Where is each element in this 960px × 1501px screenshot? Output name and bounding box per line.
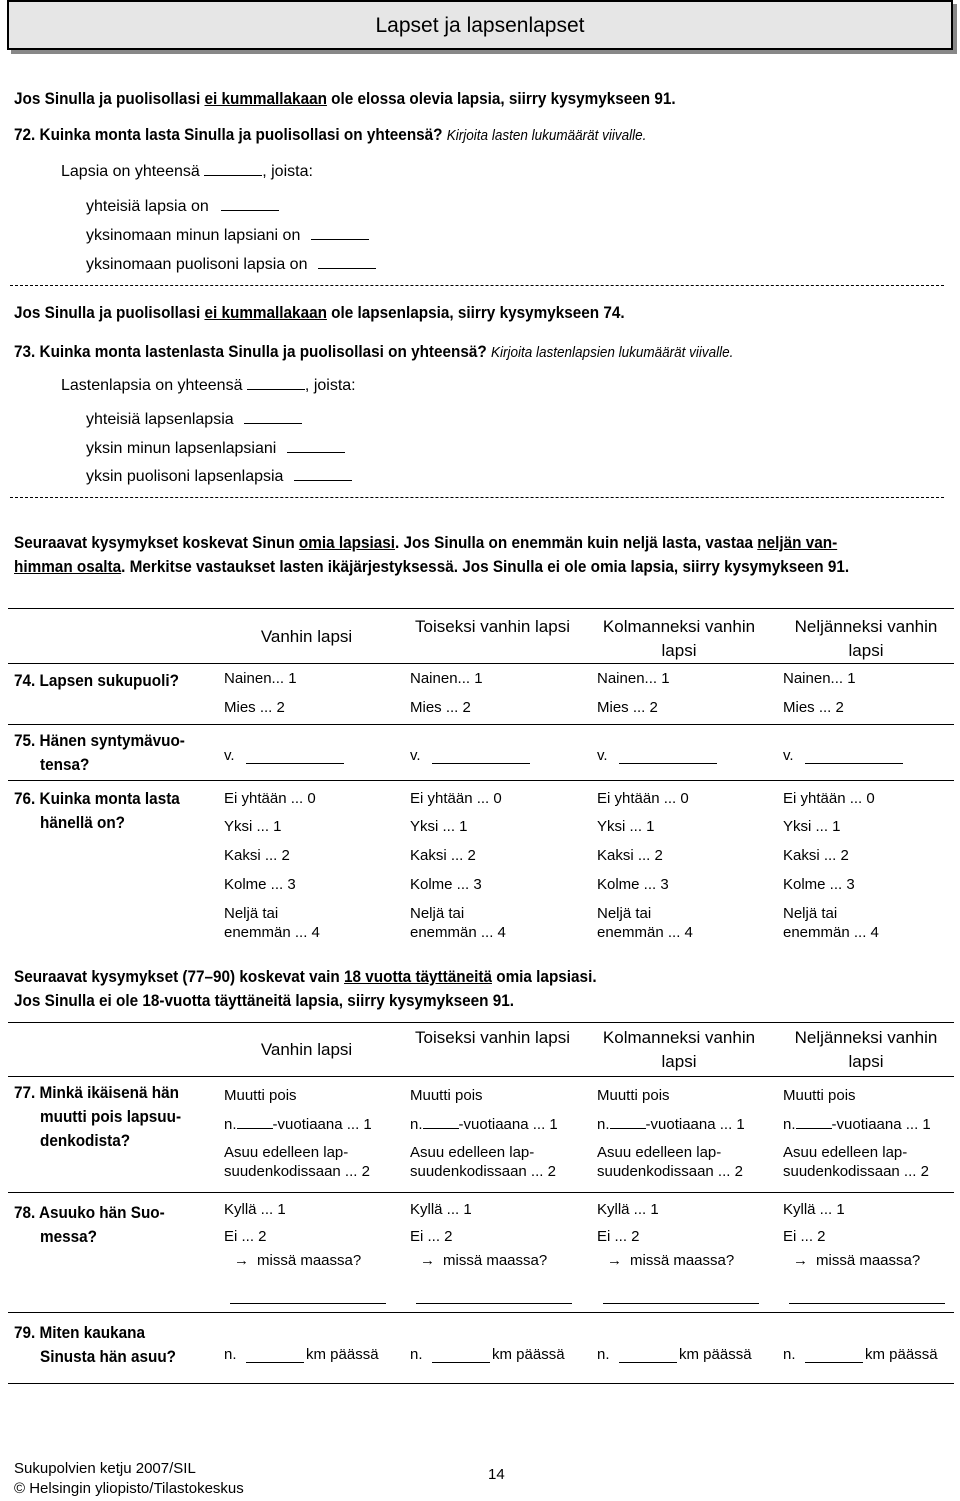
option-still-living-label: Asuu edelleen lap- — [224, 1144, 349, 1161]
q79-label-line1: 79. Miten kaukana — [14, 1323, 145, 1342]
q73-total-line: Lastenlapsia on yhteensä , joista: — [61, 377, 356, 394]
distance-prefix: n. — [597, 1346, 610, 1363]
q78-label-line1: 78. Asuuko hän Suo- — [14, 1203, 165, 1222]
age-blank[interactable] — [423, 1128, 459, 1129]
option-still-living[interactable]: suudenkodissaan ... 2 — [410, 1163, 556, 1180]
option-yes[interactable]: Kyllä ... 1 — [410, 1201, 472, 1218]
q76-label-line1: 76. Kuinka monta lasta — [14, 789, 180, 808]
option-four-label: Neljä tai — [597, 905, 652, 922]
country-field[interactable] — [789, 1303, 945, 1304]
q72-skip-instruction: Jos Sinulla ja puolisollasi ei kummallakaan ole elossa olevia lapsia, siirry kysymykseen 91. — [14, 89, 676, 108]
age-blank[interactable] — [237, 1128, 273, 1129]
q72-total-line: Lapsia on yhteensä , joista: — [61, 163, 313, 180]
option-yes[interactable]: Kyllä ... 1 — [224, 1201, 286, 1218]
country-field[interactable] — [230, 1303, 386, 1304]
arrow-right-icon: → — [234, 1252, 249, 1269]
table2-bottom-rule — [8, 1383, 954, 1384]
table1-top-rule — [8, 608, 954, 609]
q72-mine-blank[interactable] — [311, 239, 369, 240]
which-country-prompt — [607, 1252, 734, 1271]
which-country-prompt — [420, 1252, 547, 1271]
option-two[interactable]: Kaksi ... 2 — [783, 847, 849, 864]
rule — [8, 780, 954, 781]
rule — [8, 724, 954, 725]
birth-year-field[interactable] — [619, 763, 717, 764]
age-blank[interactable] — [610, 1128, 646, 1129]
which-country-label: missä maassa? — [816, 1252, 921, 1269]
birth-year-field[interactable] — [432, 763, 530, 764]
option-female[interactable]: Nainen... 1 — [410, 670, 483, 687]
option-female[interactable]: Nainen... 1 — [783, 670, 856, 687]
col-header-fourth: Neljänneksi vanhin lapsi — [794, 1028, 938, 1071]
option-two[interactable]: Kaksi ... 2 — [597, 847, 663, 864]
q75-label-line2: tensa? — [40, 755, 90, 774]
distance-suffix: km päässä — [492, 1346, 565, 1363]
q74-label: 74. Lapsen sukupuoli? — [14, 671, 179, 690]
col-header-second: Toiseksi vanhin lapsi — [415, 617, 570, 636]
col-header-third: Kolmanneksi vanhin lapsi — [602, 617, 756, 660]
distance-prefix: n. — [224, 1346, 237, 1363]
q76-label-line2: hänellä on? — [40, 813, 126, 832]
distance-prefix: n. — [410, 1346, 423, 1363]
section2-line1: Seuraavat kysymykset (77–90) koskevat vain 18 vuotta täyttäneitä omia lapsiasi. — [14, 967, 597, 986]
section2-line2: Jos Sinulla ei ole 18-vuotta täyttäneitä lapsia, siirry kysymykseen 91. — [14, 991, 515, 1010]
q73-mine-line: yksin minun lapsenlapsiani — [86, 439, 345, 459]
which-country-prompt — [234, 1252, 361, 1271]
option-one[interactable]: Yksi ... 1 — [597, 818, 655, 835]
option-still-living-label: Asuu edelleen lap- — [410, 1144, 535, 1161]
year-prefix: v. — [783, 747, 794, 764]
option-three[interactable]: Kolme ... 3 — [597, 876, 669, 893]
option-no[interactable]: Ei ... 2 — [597, 1228, 640, 1245]
option-four-label: Neljä tai — [224, 905, 279, 922]
q73-spouse-blank[interactable] — [294, 480, 352, 481]
moved-out-label: Muutti pois — [597, 1087, 670, 1104]
option-four-label: Neljä tai — [410, 905, 465, 922]
q72-question: 72. Kuinka monta lasta Sinulla ja puolisollasi on yhteensä? Kirjoita lasten lukumäärät viivalle. — [14, 125, 647, 144]
section1-line1: Seuraavat kysymykset koskevat Sinun omia lapsiasi. Jos Sinulla on enemmän kuin neljä lasta, vastaa neljän van- — [14, 533, 838, 552]
option-still-living[interactable]: suudenkodissaan ... 2 — [783, 1163, 929, 1180]
option-one[interactable]: Yksi ... 1 — [224, 818, 282, 835]
option-none[interactable]: Ei yhtään ... 0 — [224, 790, 316, 807]
option-four-label: Neljä tai — [783, 905, 838, 922]
option-yes[interactable]: Kyllä ... 1 — [597, 1201, 659, 1218]
age-prefix: n. — [783, 1116, 796, 1133]
q72-spouse-line: yksinomaan puolisoni lapsia on — [86, 255, 376, 275]
option-yes[interactable]: Kyllä ... 1 — [783, 1201, 845, 1218]
which-country-label: missä maassa? — [630, 1252, 735, 1269]
option-still-living-label: Asuu edelleen lap- — [597, 1144, 722, 1161]
table1-header-rule — [8, 663, 954, 664]
age-blank[interactable] — [796, 1128, 832, 1129]
distance-suffix: km päässä — [865, 1346, 938, 1363]
option-two[interactable]: Kaksi ... 2 — [410, 847, 476, 864]
option-three[interactable]: Kolme ... 3 — [410, 876, 482, 893]
option-still-living-label: Asuu edelleen lap- — [783, 1144, 908, 1161]
distance-suffix: km päässä — [679, 1346, 752, 1363]
col-header-oldest: Vanhin lapsi — [260, 1040, 353, 1059]
option-moved-age[interactable] — [783, 1116, 931, 1135]
q77-label-line1: 77. Minkä ikäisenä hän — [14, 1083, 179, 1102]
distance-field[interactable] — [432, 1362, 490, 1363]
section1-line2: himman osalta. Merkitse vastaukset lasten ikäjärjestyksessä. Jos Sinulla ei ole omia lapsia, siirry kysymykseen 91. — [14, 557, 850, 576]
arrow-right-icon: → — [793, 1252, 808, 1269]
option-moved-age[interactable] — [410, 1116, 558, 1135]
q73-question: 73. Kuinka monta lastenlasta Sinulla ja puolisollasi on yhteensä? Kirjoita lastenlapsien lukumäärät viivalle. — [14, 342, 734, 361]
age-suffix: -vuotiaana ... 1 — [831, 1116, 931, 1133]
option-still-living[interactable]: suudenkodissaan ... 2 — [224, 1163, 370, 1180]
footer-line1: Sukupolvien ketju 2007/SIL — [14, 1460, 196, 1477]
table2-header-rule — [8, 1076, 954, 1077]
option-no[interactable]: Ei ... 2 — [783, 1228, 826, 1245]
year-prefix: v. — [410, 747, 421, 764]
option-none[interactable]: Ei yhtään ... 0 — [410, 790, 502, 807]
q72-spouse-blank[interactable] — [318, 268, 376, 269]
q73-common-line: yhteisiä lapsenlapsia — [86, 410, 302, 430]
q73-spouse-line: yksin puolisoni lapsenlapsia — [86, 467, 352, 487]
option-female[interactable]: Nainen... 1 — [224, 670, 297, 687]
option-four-or-more[interactable]: enemmän ... 4 — [783, 924, 879, 941]
year-prefix: v. — [597, 747, 608, 764]
option-female[interactable]: Nainen... 1 — [597, 670, 670, 687]
distance-suffix: km päässä — [306, 1346, 379, 1363]
divider — [10, 497, 944, 498]
col-header-second: Toiseksi vanhin lapsi — [415, 1028, 570, 1047]
which-country-label: missä maassa? — [443, 1252, 548, 1269]
option-moved-age[interactable] — [224, 1116, 372, 1135]
q75-label-line1: 75. Hänen syntymävuo- — [14, 731, 185, 750]
moved-out-label: Muutti pois — [783, 1087, 856, 1104]
birth-year-field[interactable] — [246, 763, 344, 764]
q73-skip-instruction: Jos Sinulla ja puolisollasi ei kummallakaan ole lapsenlapsia, siirry kysymykseen 74. — [14, 303, 625, 322]
col-header-fourth: Neljänneksi vanhin lapsi — [794, 617, 938, 660]
option-one[interactable]: Yksi ... 1 — [410, 818, 468, 835]
option-male[interactable]: Mies ... 2 — [224, 699, 285, 716]
option-still-living[interactable]: suudenkodissaan ... 2 — [597, 1163, 743, 1180]
distance-prefix: n. — [783, 1346, 796, 1363]
col-header-oldest: Vanhin lapsi — [260, 627, 353, 646]
rule — [8, 1192, 954, 1193]
q78-label-line2: messa? — [40, 1227, 97, 1246]
q77-label-line3: denkodista? — [40, 1131, 131, 1150]
q79-label-line2: Sinusta hän asuu? — [40, 1347, 177, 1366]
q77-label-line2: muutti pois lapsuu- — [40, 1107, 182, 1126]
arrow-right-icon: → — [420, 1252, 435, 1269]
which-country-label: missä maassa? — [257, 1252, 362, 1269]
age-suffix: -vuotiaana ... 1 — [645, 1116, 745, 1133]
q72-common-line: yhteisiä lapsia on — [86, 197, 279, 217]
age-suffix: -vuotiaana ... 1 — [458, 1116, 558, 1133]
option-male[interactable]: Mies ... 2 — [783, 699, 844, 716]
distance-field[interactable] — [246, 1362, 304, 1363]
q72-total-blank[interactable] — [204, 175, 262, 176]
q73-total-blank[interactable] — [247, 389, 305, 390]
q72-common-blank[interactable] — [221, 210, 279, 211]
q73-mine-blank[interactable] — [287, 452, 345, 453]
age-prefix: n. — [410, 1116, 423, 1133]
q73-common-blank[interactable] — [244, 423, 302, 424]
year-prefix: v. — [224, 747, 235, 764]
q72-mine-line: yksinomaan minun lapsiani on — [86, 226, 369, 246]
option-two[interactable]: Kaksi ... 2 — [224, 847, 290, 864]
table2-top-rule — [8, 1022, 954, 1023]
which-country-prompt — [793, 1252, 920, 1271]
option-four-or-more[interactable]: enemmän ... 4 — [410, 924, 506, 941]
birth-year-field[interactable] — [805, 763, 903, 764]
age-prefix: n. — [224, 1116, 237, 1133]
distance-field[interactable] — [619, 1362, 677, 1363]
option-four-or-more[interactable]: enemmän ... 4 — [224, 924, 320, 941]
divider — [10, 285, 944, 286]
page-header — [7, 0, 953, 50]
option-none[interactable]: Ei yhtään ... 0 — [597, 790, 689, 807]
age-suffix: -vuotiaana ... 1 — [272, 1116, 372, 1133]
age-prefix: n. — [597, 1116, 610, 1133]
col-header-third: Kolmanneksi vanhin lapsi — [602, 1028, 756, 1071]
moved-out-label: Muutti pois — [410, 1087, 483, 1104]
country-field[interactable] — [416, 1303, 572, 1304]
moved-out-label: Muutti pois — [224, 1087, 297, 1104]
option-one[interactable]: Yksi ... 1 — [783, 818, 841, 835]
option-no[interactable]: Ei ... 2 — [224, 1228, 267, 1245]
page-title: Lapset ja lapsenlapset — [375, 14, 585, 37]
option-none[interactable]: Ei yhtään ... 0 — [783, 790, 875, 807]
option-no[interactable]: Ei ... 2 — [410, 1228, 453, 1245]
option-four-or-more[interactable]: enemmän ... 4 — [597, 924, 693, 941]
option-three[interactable]: Kolme ... 3 — [224, 876, 296, 893]
arrow-right-icon: → — [607, 1252, 622, 1269]
option-moved-age[interactable] — [597, 1116, 745, 1135]
page-number: 14 — [488, 1466, 505, 1483]
option-male[interactable]: Mies ... 2 — [410, 699, 471, 716]
country-field[interactable] — [603, 1303, 759, 1304]
option-male[interactable]: Mies ... 2 — [597, 699, 658, 716]
rule — [8, 1312, 954, 1313]
option-three[interactable]: Kolme ... 3 — [783, 876, 855, 893]
footer-line2: © Helsingin yliopisto/Tilastokeskus — [14, 1480, 244, 1497]
distance-field[interactable] — [805, 1362, 863, 1363]
